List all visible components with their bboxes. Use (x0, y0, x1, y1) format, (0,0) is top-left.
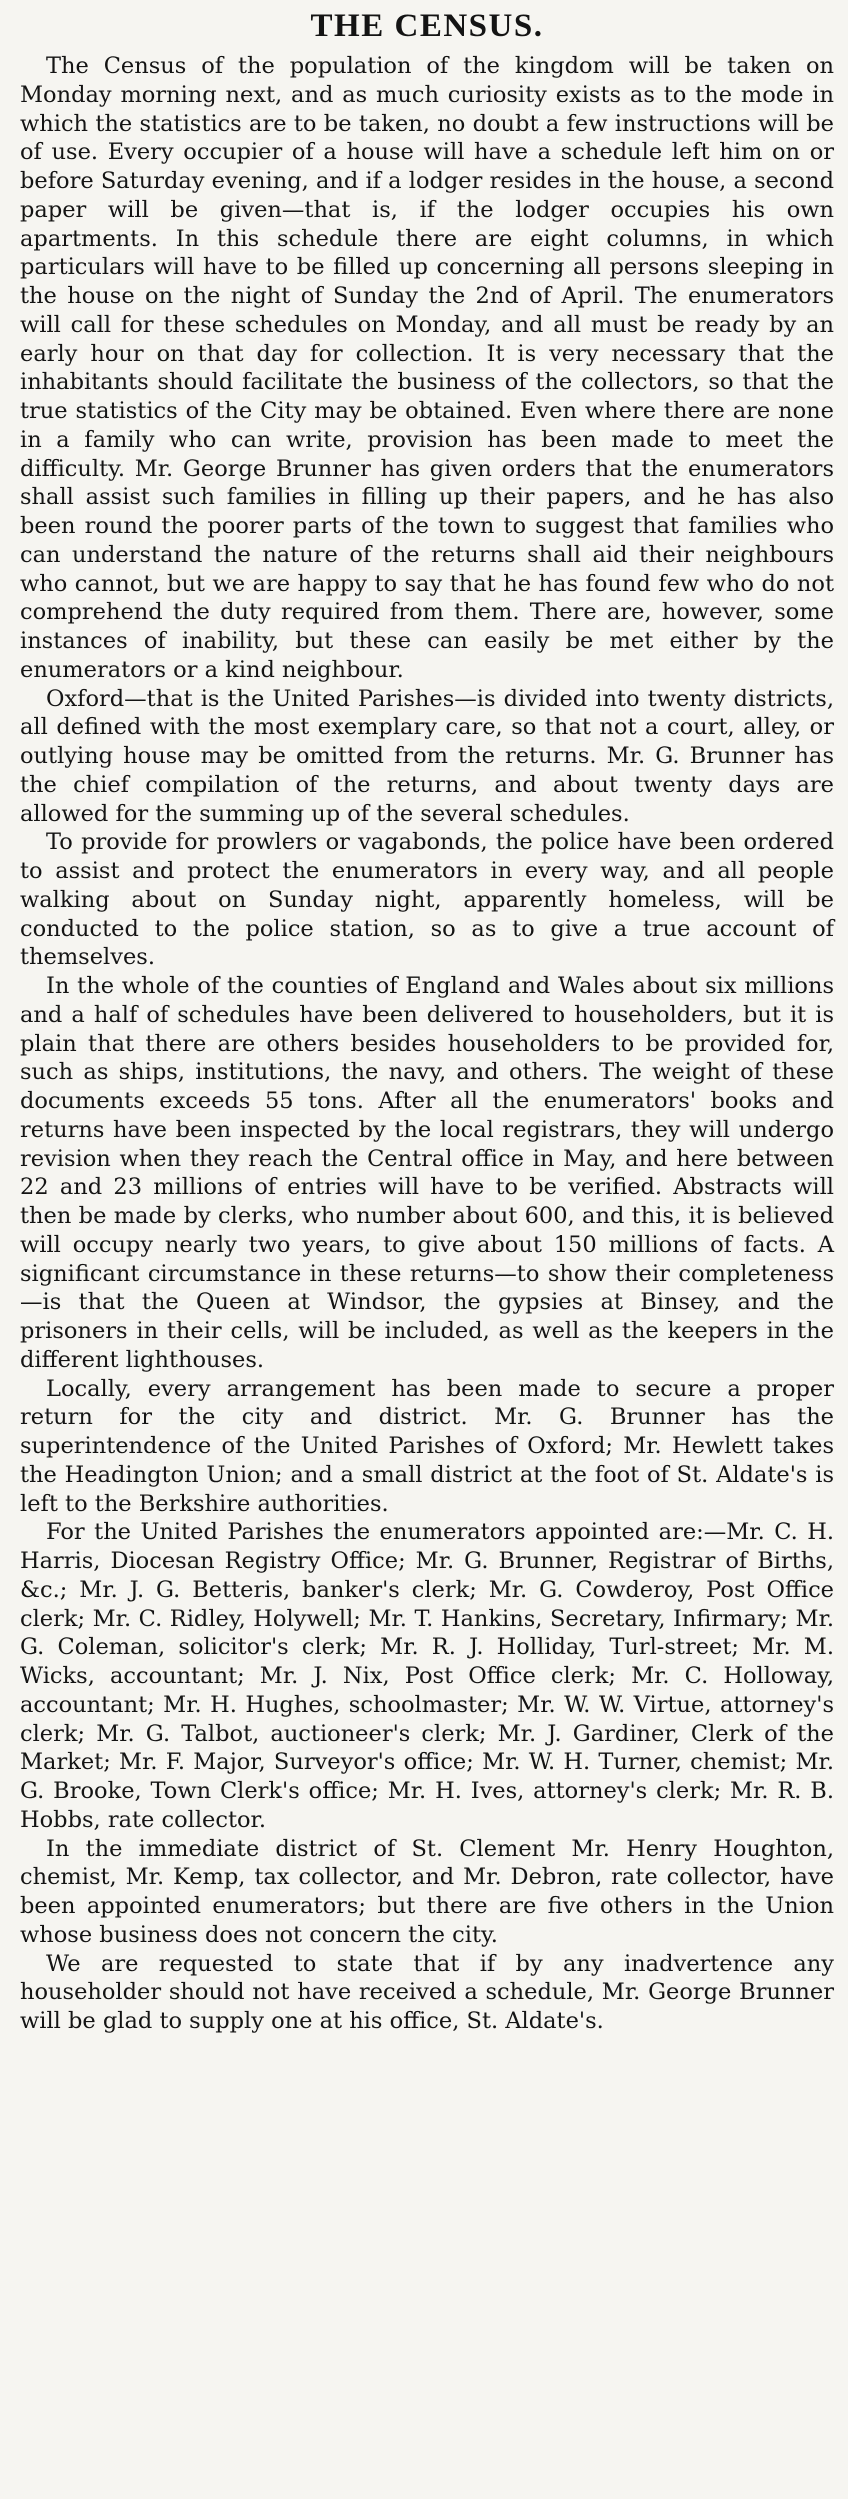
paragraph-request-schedule: We are requested to state that if by any inadvertence any householder should not have received a schedule, Mr. George Brunner will be glad to supply one at his office, St. Aldate's. (20, 1950, 834, 2034)
paragraph-police-vagabonds: To provide for prowlers or vagabonds, the police have been ordered to assist and protect the enumerators in every way, and all people walking about on Sunday night, apparently homeless, will be conducted to the police station, so as to give a true account of themselves. (20, 829, 834, 971)
article-body (20, 52, 834, 2036)
paragraph-local-arrangements: Locally, every arrangement has been made to secure a proper return for the city and district. Mr. G. Brunner has the superintendence of the United Parishes of Oxford; Mr. Hewlett takes the Headington Union; and a small district at the foot of St. Aldate's is left to the Berkshire authorities. (20, 1375, 834, 1517)
paragraph-enumerators-list: For the United Parishes the enumerators appointed are:—Mr. C. H. Harris, Diocesan Registry Office; Mr. G. Brunner, Registrar of Births, &c.; Mr. J. G. Betteris, banker's clerk; Mr. G. Cowderoy, Post Office clerk; Mr. C. Ridley, Holywell; Mr. T. Hankins, Secretary, Infirmary; Mr. G. Coleman, solicitor's clerk; Mr. R. J. Holliday, Turl-street; Mr. M. Wicks, accountant; Mr. J. Nix, Post Office clerk; Mr. C. Holloway, accountant; Mr. H. Hughes, schoolmaster; Mr. W. W. Virtue, attorney's clerk; Mr. G. Talbot, auctioneer's clerk; Mr. J. Gardiner, Clerk of the Market; Mr. F. Major, Surveyor's office; Mr. W. H. Turner, chemist; Mr. G. Brooke, Town Clerk's office; Mr. H. Ives, attorney's clerk; Mr. R. B. Hobbs, rate collector. (20, 1519, 834, 1833)
paragraph-schedule-instructions: The Census of the population of the kingdom will be taken on Monday morning next, and as much curiosity exists as to the mode in which the statistics are to be taken, no doubt a few instructions will be of use. Every occupier of a house will have a schedule left him on or before Saturday evening, and if a lodger resides in the house, a second paper will be given—that is, if the lodger occupies his own apartments. In this schedule there are eight columns, in which particulars will have to be filled up concerning all persons sleeping in the house on the night of Sunday the 2nd of April. The enumerators will call for these schedules on Monday, and all must be ready by an early hour on that day for collection. It is very necessary that the inhabitants should facilitate the business of the collectors, so that the true statistics of the City may be obtained. Even where there are none in a family who can write, provision has been made to meet the difficulty. Mr. George Brunner has given orders that the enumerators shall assist such families in filling up their papers, and he has also been round the poorer parts of the town to suggest that families who can understand the nature of the returns shall aid their neighbours who cannot, but we are happy to say that he has found few who do not comprehend the duty required from them. There are, however, some instances of inability, but these can easily be met either by the enumerators or a kind neighbour. (20, 53, 834, 683)
paragraph-england-wales: In the whole of the counties of England and Wales about six millions and a half of schedules have been delivered to householders, but it is plain that there are others besides householders to be provided for, such as ships, institutions, the navy, and others. The weight of these documents exceeds 55 tons. After all the enumerators' books and returns have been inspected by the local registrars, they will undergo revision when they reach the Central office in May, and here between 22 and 23 millions of entries will have to be verified. Abstracts will then be made by clerks, who number about 600, and this, it is believed will occupy nearly two years, to give about 150 millions of facts. A significant circumstance in these returns—to show their completeness—is that the Queen at Windsor, the gypsies at Binsey, and the prisoners in their cells, will be included, as well as the keepers in the different lighthouses. (20, 973, 834, 1373)
paragraph-st-clement: In the immediate district of St. Clement Mr. Henry Houghton, chemist, Mr. Kemp, tax collector, and Mr. Debron, rate collector, have been appointed enumerators; but there are five others in the Union whose business does not concern the city. (20, 1835, 834, 1948)
paragraph-oxford-districts: Oxford—that is the United Parishes—is divided into twenty districts, all defined with the most exemplary care, so that not a court, alley, or outlying house may be omitted from the returns. Mr. G. Brunner has the chief compilation of the returns, and about twenty days are allowed for the summing up of the several schedules. (20, 685, 834, 827)
article-headline: THE CENSUS. (310, 8, 544, 44)
